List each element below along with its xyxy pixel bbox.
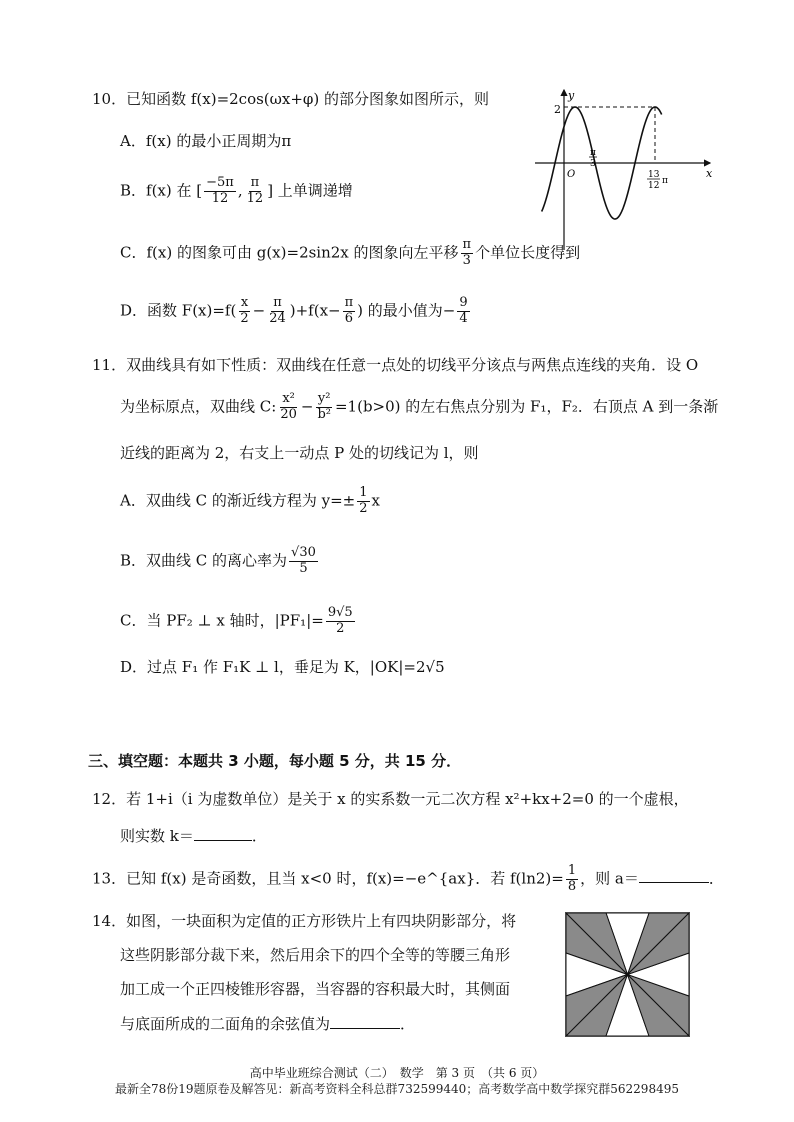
q10-option-d <box>120 296 472 327</box>
denominator: b² <box>317 406 331 422</box>
denominator: 4 <box>459 310 468 326</box>
q14-line4 <box>120 1014 415 1035</box>
q10-b-pre: B．f(x) 在 [ <box>120 181 203 200</box>
denominator: 3 <box>462 252 471 268</box>
q11-option-c <box>120 606 357 637</box>
cosine-graph <box>530 85 720 255</box>
q14-line4-pre: 与底面所成的二面角的余弦值为 <box>120 1015 331 1033</box>
square-iron-sheet-figure <box>565 912 690 1037</box>
q11-option-d: D．过点 F₁ 作 F₁K ⊥ l，垂足为 K，|OK|=2√5 <box>120 658 445 676</box>
tick1-numerator: π <box>590 148 596 158</box>
q13-mid: ，则 a＝ <box>580 869 639 888</box>
denominator: 6 <box>344 310 354 326</box>
numerator: 9 <box>459 295 468 310</box>
tick1-denominator: 3 <box>590 159 596 169</box>
denominator: 20 <box>280 406 297 422</box>
numerator: x² <box>282 391 295 406</box>
numerator: 1 <box>567 863 577 878</box>
q11-line3: 近线的距离为 2，右支上一动点 P 处的切线记为 l，则 <box>120 444 479 462</box>
q10-option-b: B．f(x) 在 [ $\frac{-5\pi}{12}$ , $\frac{\pi}{12}$ ] 上单调递增 <box>120 175 353 206</box>
q12-line2 <box>120 826 267 847</box>
origin-label: O <box>567 169 576 180</box>
q12-line1: 12．若 1+i（i 为虚数单位）是关于 x 的实系数一元二次方程 x²+kx+2=0 的一个虚根， <box>92 790 689 808</box>
q11-a-post: x <box>371 491 380 510</box>
denominator: 12 <box>246 190 264 206</box>
fraction <box>278 392 299 423</box>
q14-line3: 加工成一个正四棱锥形容器，当容器的容积最大时，其侧面 <box>120 980 511 998</box>
denominator: 2 <box>336 620 345 636</box>
q13-post: ． <box>708 869 724 888</box>
page-footer: 高中毕业班综合测试（二） 数学 第 3 页 （共 6 页） <box>249 1066 545 1080</box>
q11-line2-pre: 为坐标原点，双曲线 C: <box>120 397 277 416</box>
fraction <box>238 296 250 327</box>
q11-line2 <box>120 392 718 423</box>
numerator: π <box>273 295 282 310</box>
tick2-pi: π <box>662 176 668 186</box>
numerator: −5π <box>206 175 234 190</box>
max-label: 2 <box>554 103 561 116</box>
numerator: 1 <box>359 485 368 500</box>
fraction <box>267 296 288 327</box>
denominator: 8 <box>567 878 577 894</box>
fraction <box>461 238 474 269</box>
q10-option-a: A．f(x) 的最小正周期为π <box>120 132 292 150</box>
numerator: π <box>462 237 472 252</box>
fraction <box>343 296 356 327</box>
fraction <box>457 296 469 327</box>
x-axis-label: x <box>706 167 713 180</box>
denominator: 12 <box>211 190 229 206</box>
q10-stem: 10．已知函数 f(x)=2cos(ωx+φ) 的部分图象如图所示，则 <box>92 90 490 108</box>
fraction <box>245 176 266 207</box>
fraction <box>357 486 369 517</box>
tick2-denominator: 12 <box>648 181 660 191</box>
q13-line <box>92 864 724 895</box>
y-axis-label: y <box>568 89 575 102</box>
q11-c-pre: C．当 PF₂ ⊥ x 轴时，|PF₁|= <box>120 611 324 630</box>
q13-answer-blank[interactable] <box>639 868 709 883</box>
q10-d-mid3: ) 的最小值为− <box>357 301 456 320</box>
q11-option-b <box>120 546 320 577</box>
denominator: 2 <box>240 310 249 326</box>
denominator: 5 <box>299 560 308 576</box>
q11-b-pre: B．双曲线 C 的离心率为 <box>120 551 288 570</box>
q14-line1: 14．如图，一块面积为定值的正方形铁片上有四块阴影部分，将 <box>92 912 517 930</box>
q11-option-a <box>120 486 380 517</box>
q11-line2-post: =1(b>0) 的左右焦点分别为 F₁，F₂．右顶点 A 到一条渐 <box>334 397 719 416</box>
q14-line4-post: ． <box>400 1015 416 1033</box>
q12-answer-blank[interactable] <box>194 826 252 841</box>
q14-line2: 这些阴影部分裁下来，然后用余下的四个全等的等腰三角形 <box>120 946 511 964</box>
fraction <box>566 864 578 895</box>
numerator: π <box>250 175 260 190</box>
denominator: 2 <box>359 500 368 516</box>
section3-heading: 三、填空题：本题共 3 小题，每小题 5 分，共 15 分． <box>88 752 462 770</box>
tick2-numerator: 13 <box>648 170 660 180</box>
q14-answer-blank[interactable] <box>330 1014 400 1029</box>
q10-c-pre: C．f(x) 的图象可由 g(x)=2sin2x 的图象向左平移 <box>120 243 459 262</box>
denominator: 24 <box>269 310 286 326</box>
numerator: π <box>344 295 354 310</box>
q11-a-pre: A．双曲线 C 的渐近线方程为 y=± <box>120 491 356 510</box>
numerator: √30 <box>291 545 316 560</box>
q10-d-mid2: )+f(x− <box>289 301 341 320</box>
q10-d-mid1: − <box>252 301 266 320</box>
q12-line2-pre: 则实数 k＝ <box>120 827 194 845</box>
numerator: 9√5 <box>327 605 353 620</box>
q10-option-c <box>120 238 580 269</box>
fraction <box>204 176 236 207</box>
q11-line2-mid: − <box>300 397 314 416</box>
q12-line2-post: ． <box>251 827 267 845</box>
q10-b-post: ] 上单调递增 <box>267 181 353 200</box>
numerator: y² <box>317 391 331 406</box>
q10-c-post: 个单位长度得到 <box>475 243 581 262</box>
q13-pre: 13．已知 f(x) 是奇函数，且当 x<0 时，f(x)=−e^{ax}．若 f(ln2)= <box>92 869 564 888</box>
q11-line1: 11．双曲线具有如下性质：双曲线在任意一点处的切线平分该点与两焦点连线的夹角．设 O <box>92 356 699 374</box>
q10-d-pre: D．函数 F(x)=f( <box>120 301 237 320</box>
fraction <box>289 546 318 577</box>
fraction <box>315 392 333 423</box>
numerator: x <box>240 295 249 310</box>
watermark-text: 最新全78份19题原卷及解答见：新高考资料全科总群732599440；高考数学高中数学探究群562298495 <box>115 1082 679 1096</box>
fraction <box>326 606 355 637</box>
